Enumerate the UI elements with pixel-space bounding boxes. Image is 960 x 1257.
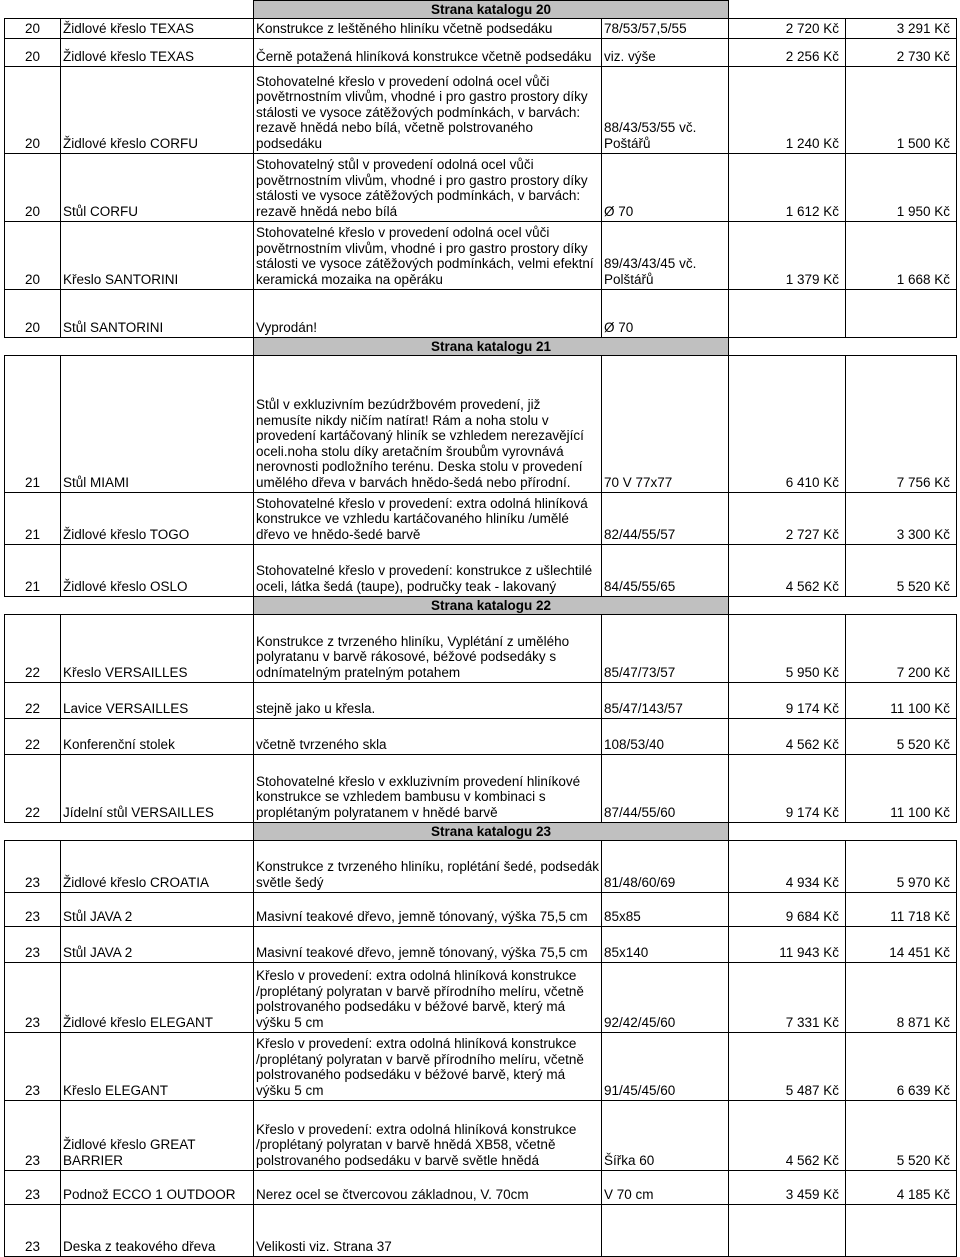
price-with-vat-cell: 14 451 Kč [846, 927, 957, 963]
page-number-cell: 23 [5, 841, 61, 893]
table-row [5, 67, 957, 154]
product-name-cell: Stůl JAVA 2 [61, 893, 254, 927]
table-row [5, 222, 957, 290]
price-with-vat-cell: 8 871 Kč [846, 963, 957, 1033]
dimensions-cell: V 70 cm [602, 1171, 729, 1205]
dimensions-cell [602, 1205, 729, 1257]
price-with-vat-cell: 1 668 Kč [846, 222, 957, 290]
description-cell: Stohovatelné křeslo v exkluzivním provedení hliníkové konstrukce se vzhledem bambusu v kombinaci s proplétaným polyratanem v hnědé barvě [254, 755, 602, 823]
table-row [5, 1171, 957, 1205]
price-with-vat-cell: 6 639 Kč [846, 1033, 957, 1101]
dimensions-cell: 85x140 [602, 927, 729, 963]
description-cell: Stohovatelné křeslo v provedení: konstrukce z ušlechtilé oceli, látka šedá (taupe), područky teak - lakovaný [254, 545, 602, 597]
dimensions-cell: 85/47/73/57 [602, 615, 729, 683]
price-without-vat-cell: 6 410 Kč [729, 356, 846, 493]
dimensions-cell: 81/48/60/69 [602, 841, 729, 893]
dimensions-note: Polštářů [604, 271, 654, 287]
page-number-cell: 20 [5, 154, 61, 222]
price-without-vat-cell: 4 562 Kč [729, 545, 846, 597]
description-cell: Vyprodán! [254, 290, 602, 338]
table-row [5, 963, 957, 1033]
price-with-vat-cell: 1 950 Kč [846, 154, 957, 222]
price-without-vat-cell: 2 727 Kč [729, 493, 846, 545]
price-with-vat-cell [846, 290, 957, 338]
dimensions-cell [602, 222, 729, 290]
dimensions-cell: Ø 70 [602, 154, 729, 222]
page-number-cell: 23 [5, 963, 61, 1033]
table-row [5, 615, 957, 683]
product-name-cell: Židlové křeslo TEXAS [61, 19, 254, 39]
product-name-cell: Jídelní stůl VERSAILLES [61, 755, 254, 823]
page-number-cell: 20 [5, 39, 61, 67]
price-without-vat-cell: 2 720 Kč [729, 19, 846, 39]
table-row [5, 39, 957, 67]
section-header-row [5, 1, 957, 19]
price-without-vat-cell: 5 487 Kč [729, 1033, 846, 1101]
price-with-vat-cell: 11 100 Kč [846, 683, 957, 719]
table-row [5, 545, 957, 597]
description-cell: Křeslo v provedení: extra odolná hliníková konstrukce /proplétaný polyratan v barvě přírodního melíru, včetně polstrovaného podsedáku v béžové barvě, který má výšku 5 cm [254, 1033, 602, 1101]
description-cell: Masivní teakové dřevo, jemně tónovaný, výška 75,5 cm [254, 893, 602, 927]
page-number-cell: 20 [5, 222, 61, 290]
page-number-cell: 23 [5, 1101, 61, 1171]
section-header-22: Strana katalogu 22 [254, 597, 729, 615]
dimensions-cell: Ø 70 [602, 290, 729, 338]
table-row [5, 1205, 957, 1257]
dimensions-cell: 91/45/45/60 [602, 1033, 729, 1101]
page-number-cell: 21 [5, 493, 61, 545]
table-row [5, 683, 957, 719]
price-with-vat-cell: 5 520 Kč [846, 545, 957, 597]
page-number-cell: 23 [5, 1171, 61, 1205]
price-without-vat-cell [729, 1205, 846, 1257]
product-name-cell: Židlové křeslo OSLO [61, 545, 254, 597]
page-number-cell: 23 [5, 1033, 61, 1101]
price-with-vat-cell: 3 300 Kč [846, 493, 957, 545]
dimensions-cell: 82/44/55/57 [602, 493, 729, 545]
description-cell: Stohovatelné křeslo v provedení odolná ocel vůči povětrnostním vlivům, vhodné i pro gastro prostory díky stálosti ve vysoce zátěžových podmínkách, velmi efektní keramická mozaika na opěráku [254, 222, 602, 290]
section-header-23: Strana katalogu 23 [254, 823, 729, 841]
price-with-vat-cell: 4 185 Kč [846, 1171, 957, 1205]
description-cell: Konstrukce z tvrzeného hliníku, Vyplétání z umělého polyratanu v barvě rákosové, béžové podsedáky s odnímatelným pratelným potahem [254, 615, 602, 683]
dimensions-line: 88/43/53/55 vč. [604, 120, 697, 135]
dimensions-cell: 85x85 [602, 893, 729, 927]
section-header-20: Strana katalogu 20 [254, 1, 729, 19]
price-list-sheet [4, 0, 956, 1257]
dimensions-cell: 108/53/40 [602, 719, 729, 755]
price-with-vat-cell: 2 730 Kč [846, 39, 957, 67]
page-number-cell: 20 [5, 67, 61, 154]
table-row [5, 893, 957, 927]
product-name-cell: Židlové křeslo TEXAS [61, 39, 254, 67]
price-without-vat-cell: 9 174 Kč [729, 683, 846, 719]
table-row [5, 1101, 957, 1171]
dimensions-cell [602, 67, 729, 154]
price-without-vat-cell: 7 331 Kč [729, 963, 846, 1033]
product-name-cell: Židlové křeslo ELEGANT [61, 963, 254, 1033]
product-name-cell: Židlové křeslo CORFU [61, 67, 254, 154]
product-name-cell: Konferenční stolek [61, 719, 254, 755]
description-cell: stejně jako u křesla. [254, 683, 602, 719]
page-number-cell: 21 [5, 545, 61, 597]
table-row [5, 1033, 957, 1101]
price-without-vat-cell: 9 684 Kč [729, 893, 846, 927]
page-number-cell: 22 [5, 683, 61, 719]
price-with-vat-cell: 7 756 Kč [846, 356, 957, 493]
page-number-cell: 20 [5, 19, 61, 39]
table-row [5, 755, 957, 823]
dimensions-cell: 85/47/143/57 [602, 683, 729, 719]
price-with-vat-cell: 1 500 Kč [846, 67, 957, 154]
dimensions-cell: viz. výše [602, 39, 729, 67]
description-cell: Nerez ocel se čtvercovou základnou, V. 70cm [254, 1171, 602, 1205]
product-name-cell: Křeslo VERSAILLES [61, 615, 254, 683]
product-name-cell: Podnož ECCO 1 OUTDOOR [61, 1171, 254, 1205]
product-name-cell: Lavice VERSAILLES [61, 683, 254, 719]
product-name-cell: Křeslo SANTORINI [61, 222, 254, 290]
dimensions-cell: 84/45/55/65 [602, 545, 729, 597]
price-without-vat-cell: 4 934 Kč [729, 841, 846, 893]
price-without-vat-cell: 1 240 Kč [729, 67, 846, 154]
price-without-vat-cell: 11 943 Kč [729, 927, 846, 963]
product-name-cell: Stůl MIAMI [61, 356, 254, 493]
product-name-cell: Stůl JAVA 2 [61, 927, 254, 963]
description-cell: Konstrukce z tvrzeného hliníku, roplétání šedé, podsedák světle šedý [254, 841, 602, 893]
product-name-cell: Křeslo ELEGANT [61, 1033, 254, 1101]
price-without-vat-cell: 9 174 Kč [729, 755, 846, 823]
description-cell: Černě potažená hliníková konstrukce včetně podsedáku [254, 39, 602, 67]
dimensions-cell: Šířka 60 [602, 1101, 729, 1171]
dimensions-cell: 92/42/45/60 [602, 963, 729, 1033]
price-without-vat-cell: 5 950 Kč [729, 615, 846, 683]
price-without-vat-cell: 2 256 Kč [729, 39, 846, 67]
table-row [5, 290, 957, 338]
product-name-cell: Stůl SANTORINI [61, 290, 254, 338]
page-number-cell: 22 [5, 755, 61, 823]
price-without-vat-cell: 4 562 Kč [729, 1101, 846, 1171]
price-with-vat-cell [846, 1205, 957, 1257]
product-name-cell: Deska z teakového dřeva [61, 1205, 254, 1257]
table-row [5, 927, 957, 963]
dimensions-cell: 87/44/55/60 [602, 755, 729, 823]
page-number-cell: 20 [5, 290, 61, 338]
price-without-vat-cell: 1 379 Kč [729, 222, 846, 290]
product-name-cell: Židlové křeslo GREAT BARRIER [61, 1101, 254, 1171]
section-header-21: Strana katalogu 21 [254, 338, 729, 356]
price-with-vat-cell: 11 100 Kč [846, 755, 957, 823]
product-name-cell: Stůl CORFU [61, 154, 254, 222]
dimensions-cell: 78/53/57,5/55 [602, 19, 729, 39]
table-row [5, 719, 957, 755]
product-name-cell: Židlové křeslo TOGO [61, 493, 254, 545]
description-cell: včetně tvrzeného skla [254, 719, 602, 755]
section-header-row [5, 338, 957, 356]
page-number-cell: 22 [5, 615, 61, 683]
price-with-vat-cell: 7 200 Kč [846, 615, 957, 683]
table-row [5, 19, 957, 39]
description-cell: Stohovatelné křeslo v provedení: extra odolná hliníková konstrukce ve vzhledu kartáčovaného hliníku /umělé dřevo ve hnědo-šedé barvě [254, 493, 602, 545]
table-row [5, 356, 957, 493]
price-without-vat-cell: 3 459 Kč [729, 1171, 846, 1205]
description-cell: Křeslo v provedení: extra odolná hliníková konstrukce /proplétaný polyratan v barvě přírodního melíru, včetně polstrovaného podsedáku v béžové barvě, který má výšku 5 cm [254, 963, 602, 1033]
price-without-vat-cell: 4 562 Kč [729, 719, 846, 755]
page-number-cell: 23 [5, 927, 61, 963]
dimensions-line: 89/43/43/45 vč. [604, 256, 697, 271]
section-header-row [5, 823, 957, 841]
table-row [5, 154, 957, 222]
description-cell: Masivní teakové dřevo, jemně tónovaný, výška 75,5 cm [254, 927, 602, 963]
description-cell: Stohovatelný stůl v provedení odolná ocel vůči povětrnostním vlivům, vhodné i pro gastro prostory díky stálosti ve vysoce zátěžových podmínkách, v barvách: rezavě hnědá nebo bílá [254, 154, 602, 222]
page-number-cell: 22 [5, 719, 61, 755]
page-number-cell: 23 [5, 1205, 61, 1257]
price-with-vat-cell: 5 970 Kč [846, 841, 957, 893]
description-cell: Konstrukce z leštěného hliníku včetně podsedáku [254, 19, 602, 39]
description-cell: Stohovatelné křeslo v provedení odolná ocel vůči povětrnostním vlivům, vhodné i pro gastro prostory díky stálosti ve vysoce zátěžových podmínkách, v barvách: rezavě hnědá nebo bílá, včetně polstrovaného podsedáku [254, 67, 602, 154]
price-with-vat-cell: 3 291 Kč [846, 19, 957, 39]
price-with-vat-cell: 5 520 Kč [846, 1101, 957, 1171]
price-table [4, 0, 957, 1257]
description-cell: Stůl v exkluzivním bezúdržbovém provedení, již nemusíte nikdy ničím natírat! Rám a noha stolu v provedení kartáčovaný hliník se vzhledem nerezavějící oceli.noha stolu díky aretačním šroubům vyrovnává nerovnosti podložního terénu. Deska stolu v provedení umělého dřeva v barvách hnědo-šedá nebo přírodní. [254, 356, 602, 493]
section-header-row [5, 597, 957, 615]
description-cell: Velikosti viz. Strana 37 [254, 1205, 602, 1257]
product-name-cell: Židlové křeslo CROATIA [61, 841, 254, 893]
dimensions-cell: 70 V 77x77 [602, 356, 729, 493]
description-cell: Křeslo v provedení: extra odolná hliníková konstrukce /proplétaný polyratan v barvě hnědá XB58, včetně polstrovaného podsedáku v barvě světle hnědá [254, 1101, 602, 1171]
table-row [5, 841, 957, 893]
price-with-vat-cell: 11 718 Kč [846, 893, 957, 927]
price-without-vat-cell [729, 290, 846, 338]
price-without-vat-cell: 1 612 Kč [729, 154, 846, 222]
page-number-cell: 23 [5, 893, 61, 927]
page-number-cell: 21 [5, 356, 61, 493]
price-with-vat-cell: 5 520 Kč [846, 719, 957, 755]
dimensions-note: Poštářů [604, 135, 651, 151]
table-row [5, 493, 957, 545]
